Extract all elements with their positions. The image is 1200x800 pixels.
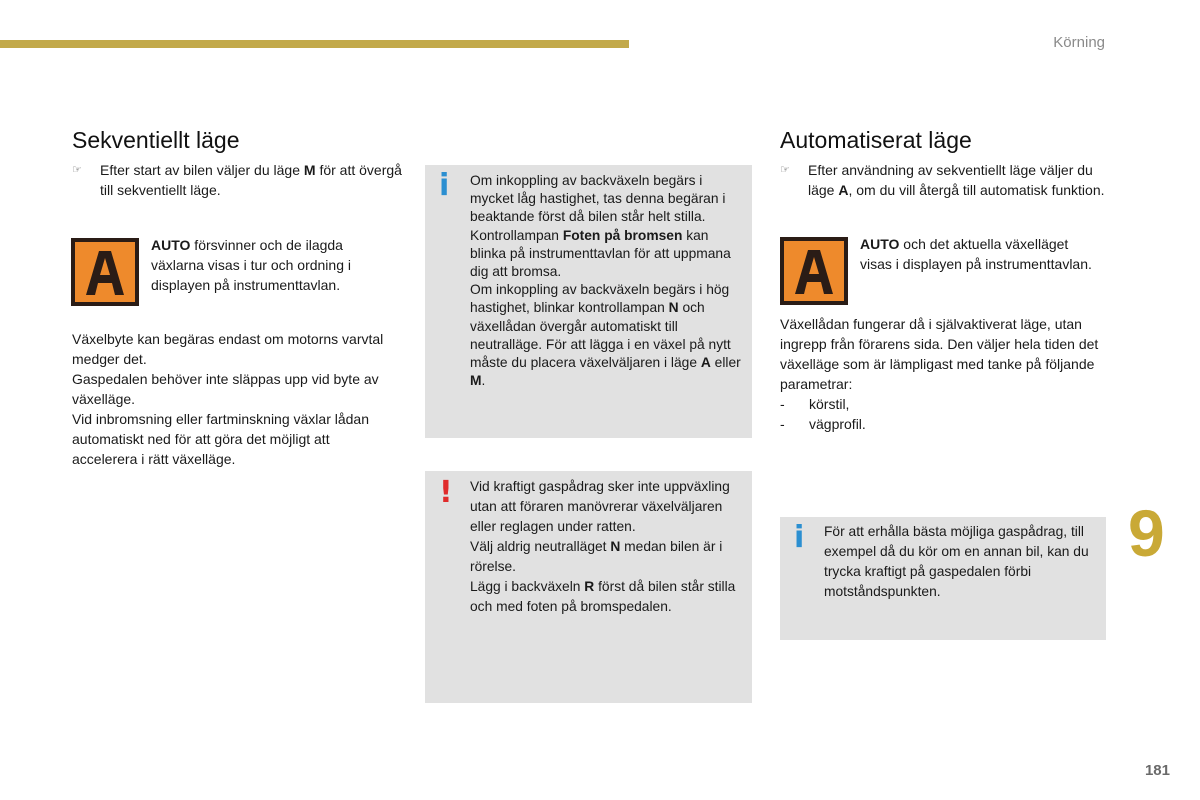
section-label: Körning (1053, 34, 1105, 51)
info-box-reverse (425, 165, 752, 438)
hand-pointer-icon: ☞ (780, 164, 790, 176)
warning-icon: ! (439, 475, 453, 510)
left-bullet-text: Efter start av bilen väljer du läge M för att övergå till sekventiellt läge. (100, 162, 402, 198)
list-item: - vägprofil. (780, 414, 1110, 434)
left-para-line-1: Växelbyte kan begäras endast om motorns varvtal medger det. (72, 331, 384, 367)
right-paragraph (780, 314, 1110, 434)
warning-box-text: Vid kraftigt gaspådrag sker inte uppväxling utan att föraren manövrerar växelväljaren eller reglagen under ratten. Välj aldrig neutralläget N medan bilen är i rörelse. Lägg i backväxeln R först då bilen står stilla och med foten på bromspedalen. (470, 479, 736, 614)
info-box-throttle (780, 517, 1106, 640)
chapter-number: 9 (1128, 496, 1165, 570)
info-box-throttle-text: För att erhålla bästa möjliga gaspådrag, till exempel då du kör om en annan bil, kan du trycka kraftigt på gaspedalen förbi motståndspunkten. (824, 524, 1089, 599)
auto-a-icon (71, 238, 139, 306)
left-title: Sekventiellt läge (72, 127, 240, 153)
hand-pointer-icon: ☞ (72, 164, 82, 176)
left-paragraph (72, 329, 397, 469)
info-box-reverse-text: Om inkoppling av backväxeln begärs i mycket låg hastighet, tas denna begäran i beaktande först då bilen står helt stilla. Kontrollampan Foten på bromsen kan blinka på instrumenttavlan för att uppmana dig att bromsa. Om inkoppling av backväxeln begärs i hög hastighet, blinkar kontrollampan N och växellådan övergår automatiskt till neutralläge. För att lägga i en växel på nytt måste du placera växelväljaren i läge A eller M. (470, 173, 741, 389)
parameter-list (780, 394, 1110, 434)
header-accent-bar (0, 40, 629, 48)
auto-a-icon (780, 237, 848, 305)
right-para-text: Växellådan fungerar då i självaktiverat läge, utan ingrepp från förarens sida. Den väljer hela tiden det växelläge som är lämpligast med tanke på följande parametrar: (780, 316, 1099, 392)
info-icon: i (794, 520, 805, 555)
right-bullet-text: Efter användning av sekventiellt läge väljer du läge A, om du vill återgå till automatisk funktion. (808, 162, 1105, 198)
warning-box (425, 471, 752, 703)
list-item: - körstil, (780, 394, 1110, 414)
left-bullet (72, 160, 402, 200)
left-auto-text: AUTO försvinner och de ilagda växlarna visas i tur och ordning i displayen på instrumenttavlan. (151, 237, 351, 293)
page-number: 181 (1144, 762, 1170, 779)
right-auto-text: AUTO och det aktuella växelläget visas i displayen på instrumenttavlan. (860, 236, 1092, 272)
info-icon: i (439, 168, 450, 203)
left-para-line-2: Gaspedalen behöver inte släppas upp vid byte av växelläge. (72, 371, 379, 407)
right-title: Automatiserat läge (780, 127, 972, 153)
right-bullet (780, 160, 1110, 200)
left-para-line-3: Vid inbromsning eller fartminskning växlar lådan automatiskt ned för att göra det möjligt att accelerera i rätt växelläge. (72, 411, 370, 467)
